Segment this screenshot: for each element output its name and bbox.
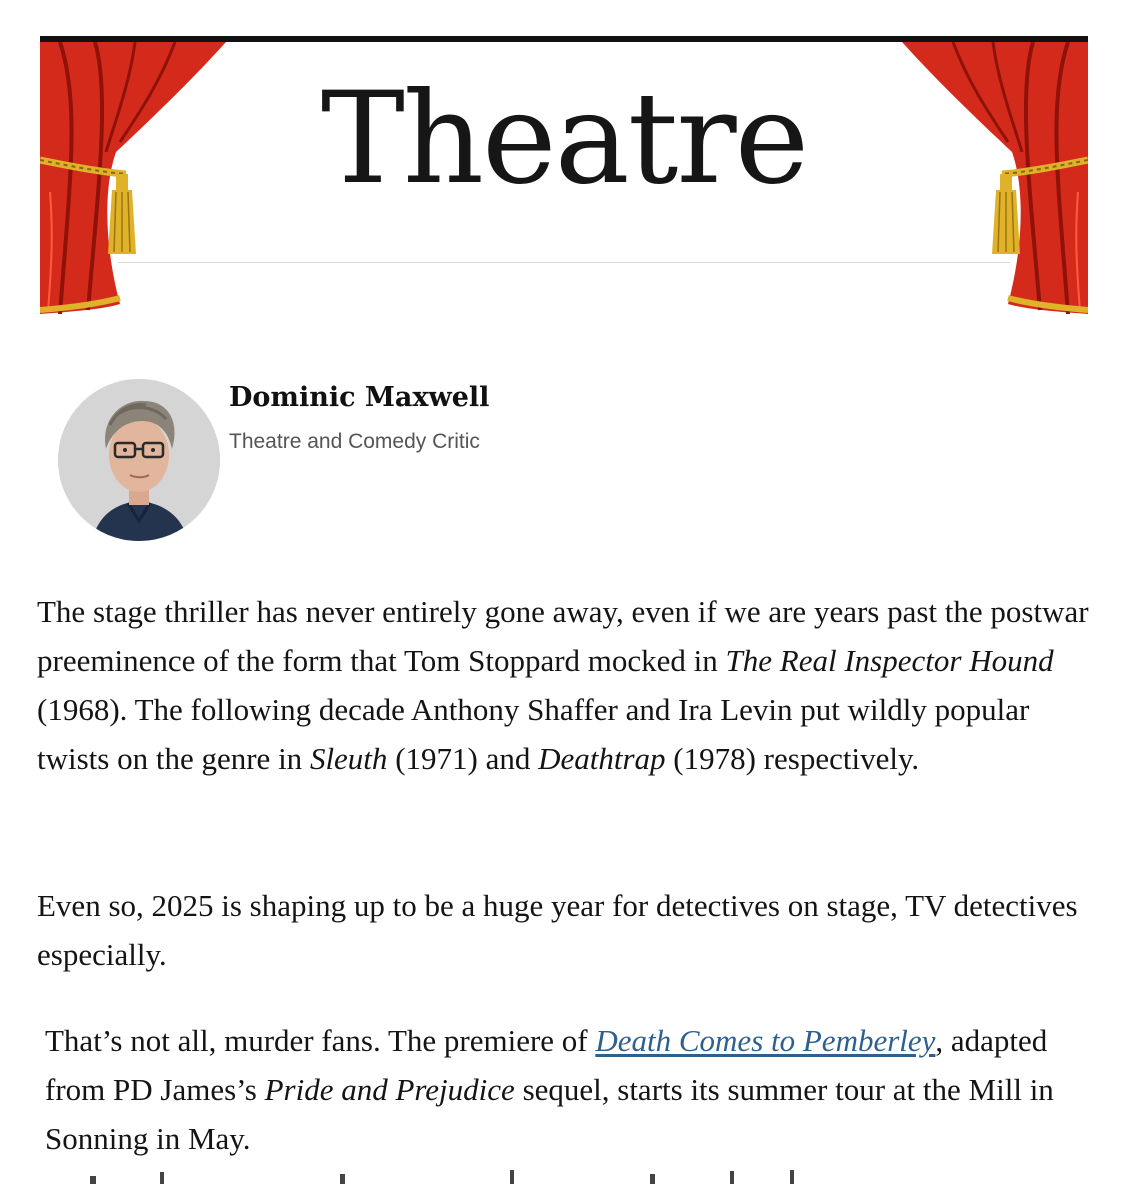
- author-avatar[interactable]: [58, 379, 220, 541]
- paragraph-text: The stage thriller has never entirely gone away, even if we are years past the postwar preeminence of the form that Tom Stoppard mocked in: [37, 594, 1089, 678]
- article-link[interactable]: Death Comes to Pemberley: [595, 1023, 936, 1058]
- banner-divider: [118, 262, 1010, 263]
- article-paragraph: [45, 1016, 1085, 1163]
- paragraph-text: (1978) respectively.: [665, 741, 920, 776]
- paragraph-text: (1971) and: [387, 741, 539, 776]
- paragraph-text: (1968). The following decade Anthony Shaffer and Ira Levin put wildly popular twists on the genre in: [37, 692, 1030, 776]
- author-role: Theatre and Comedy Critic: [229, 430, 480, 453]
- work-title: Deathtrap: [538, 741, 666, 776]
- article-paragraph: [37, 587, 1099, 783]
- author-name[interactable]: Dominic Maxwell: [229, 382, 490, 413]
- author-byline: [58, 379, 758, 544]
- paragraph-text: That’s not all, murder fans. The premiere of: [45, 1023, 596, 1058]
- section-banner: [40, 36, 1088, 312]
- paragraph-text: sequel, starts its summer tour at the Mill in Sonning in May.: [45, 1072, 1054, 1156]
- cutoff-text-line: [90, 1168, 860, 1184]
- paragraph-text: Even so, 2025 is shaping up to be a huge year for detectives on stage, TV detectives especially.: [37, 888, 1078, 972]
- work-title: The Real Inspector Hound: [725, 643, 1054, 678]
- section-title: Theatre: [320, 65, 808, 212]
- article-paragraph: [37, 881, 1099, 979]
- work-title: Sleuth: [309, 741, 388, 776]
- work-title: Pride and Prejudice: [264, 1072, 515, 1107]
- paragraph-text: , adapted from PD James’s: [45, 1023, 1048, 1107]
- author-portrait-icon: [58, 379, 220, 541]
